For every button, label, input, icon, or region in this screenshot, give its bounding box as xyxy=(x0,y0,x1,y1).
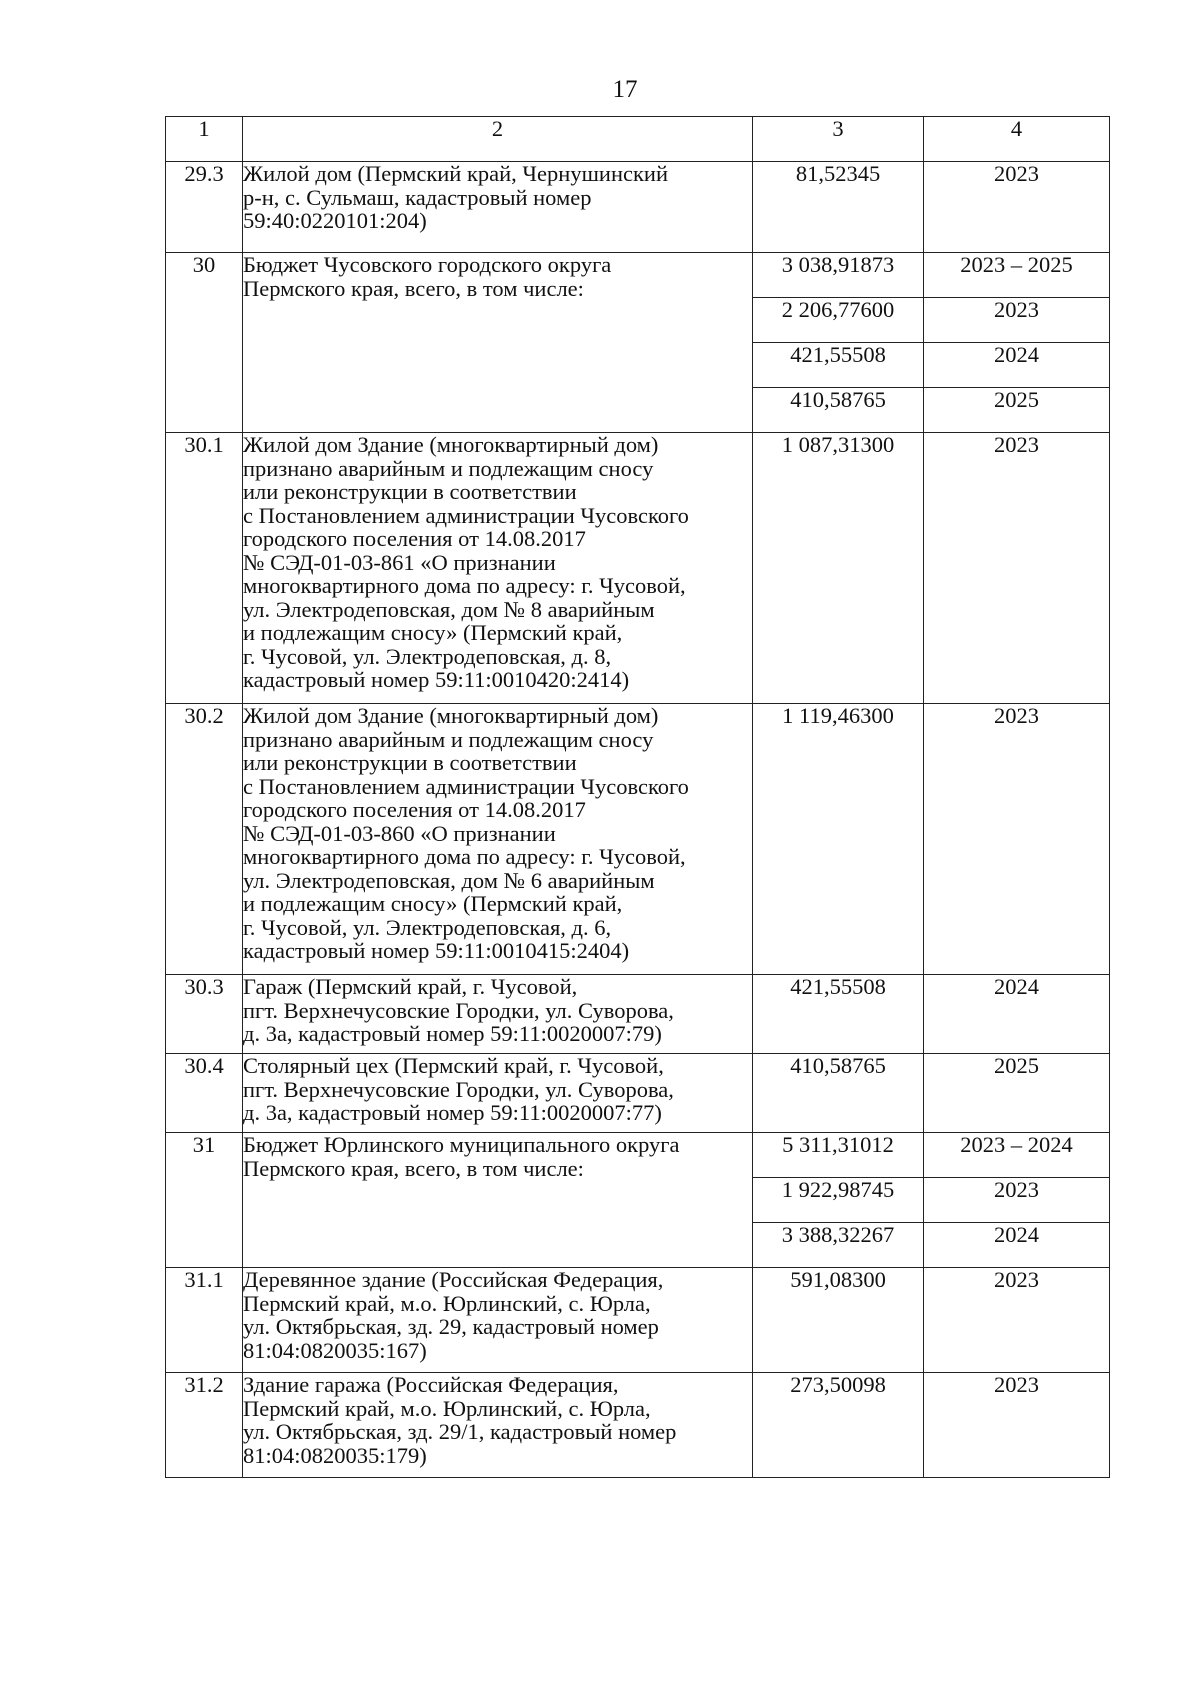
row-number: 30.4 xyxy=(166,1054,243,1133)
column-header: 1 xyxy=(166,117,243,162)
row-description xyxy=(243,162,753,253)
row-amount: 1 087,31300 xyxy=(753,433,924,704)
description-line: № СЭД-01-03-860 «О признании xyxy=(243,820,556,846)
row-number: 30.1 xyxy=(166,433,243,704)
row-description xyxy=(243,433,753,704)
description-line: городского поселения от 14.08.2017 xyxy=(243,797,586,822)
row-amount: 421,55508 xyxy=(753,343,924,388)
description-line: 81:04:0820035:179) xyxy=(243,1442,427,1468)
description-line: Пермского края, всего, в том числе: xyxy=(243,1155,584,1181)
row-amount: 1 922,98745 xyxy=(753,1178,924,1223)
description-line: Бюджет Юрлинского муниципального округа xyxy=(243,1132,680,1157)
row-year: 2023 xyxy=(924,162,1110,253)
description-line: с Постановлением администрации Чусовского xyxy=(243,773,689,799)
row-amount: 3 388,32267 xyxy=(753,1223,924,1268)
row-amount: 273,50098 xyxy=(753,1373,924,1478)
table-row xyxy=(166,162,1110,253)
table-row xyxy=(166,1268,1110,1373)
description-line: Гараж (Пермский край, г. Чусовой, xyxy=(243,974,578,999)
description-line: Жилой дом Здание (многоквартирный дом) xyxy=(243,432,659,457)
description-line: ул. Октябрьская, зд. 29/1, кадастровый номер xyxy=(243,1419,677,1444)
row-number: 30.2 xyxy=(166,704,243,975)
budget-table xyxy=(165,116,1110,1478)
description-line: Здание гаража (Российская Федерация, xyxy=(243,1372,619,1397)
row-year: 2023 xyxy=(924,704,1110,975)
row-year: 2023 – 2024 xyxy=(924,1133,1110,1178)
table-header-row xyxy=(166,117,1110,162)
row-year: 2023 xyxy=(924,298,1110,343)
row-description xyxy=(243,1373,753,1478)
description-line: признано аварийным и подлежащим сносу xyxy=(243,455,654,481)
description-line: 81:04:0820035:167) xyxy=(243,1337,427,1363)
table-row xyxy=(166,704,1110,975)
row-description xyxy=(243,1133,753,1268)
description-line: или реконструкции в соответствии xyxy=(243,750,577,775)
row-number: 31 xyxy=(166,1133,243,1268)
row-year: 2023 xyxy=(924,433,1110,704)
description-line: № СЭД-01-03-861 «О признании xyxy=(243,549,556,575)
description-line: Жилой дом Здание (многоквартирный дом) xyxy=(243,703,659,728)
row-amount: 3 038,91873 xyxy=(753,253,924,298)
description-line: Пермский край, м.о. Юрлинский, с. Юрла, xyxy=(243,1290,651,1316)
row-number: 31.1 xyxy=(166,1268,243,1373)
description-line: городского поселения от 14.08.2017 xyxy=(243,526,586,551)
row-amount: 81,52345 xyxy=(753,162,924,253)
column-header: 3 xyxy=(753,117,924,162)
description-line: кадастровый номер 59:11:0010420:2414) xyxy=(243,667,630,692)
description-line: Жилой дом (Пермский край, Чернушинский xyxy=(243,161,668,186)
row-description xyxy=(243,975,753,1054)
row-year: 2024 xyxy=(924,343,1110,388)
description-line: г. Чусовой, ул. Электродеповская, д. 8, xyxy=(243,643,612,669)
row-year: 2024 xyxy=(924,1223,1110,1268)
description-line: кадастровый номер 59:11:0010415:2404) xyxy=(243,938,630,963)
table-row xyxy=(166,433,1110,704)
row-year: 2024 xyxy=(924,975,1110,1054)
row-amount: 591,08300 xyxy=(753,1268,924,1373)
description-line: и подлежащим сносу» (Пермский край, xyxy=(243,620,623,645)
row-description xyxy=(243,1054,753,1133)
row-amount: 5 311,31012 xyxy=(753,1133,924,1178)
row-number: 30 xyxy=(166,253,243,433)
page-number: 17 xyxy=(612,76,638,103)
table-row xyxy=(166,1373,1110,1478)
row-amount: 421,55508 xyxy=(753,975,924,1054)
row-description xyxy=(243,253,753,433)
description-line: Деревянное здание (Российская Федерация, xyxy=(243,1267,664,1292)
description-line: и подлежащим сносу» (Пермский край, xyxy=(243,891,623,916)
description-line: 59:40:0220101:204) xyxy=(243,208,427,233)
description-line: или реконструкции в соответствии xyxy=(243,479,577,504)
row-number: 30.3 xyxy=(166,975,243,1054)
description-line: Пермского края, всего, в том числе: xyxy=(243,275,584,301)
description-line: д. 3а, кадастровый номер 59:11:0020007:77) xyxy=(243,1100,662,1125)
description-line: ул. Электродеповская, дом № 6 аварийным xyxy=(243,867,655,893)
row-number: 29.3 xyxy=(166,162,243,253)
table-row xyxy=(166,975,1110,1054)
description-line: многоквартирного дома по адресу: г. Чусовой, xyxy=(243,844,686,869)
row-amount: 2 206,77600 xyxy=(753,298,924,343)
description-line: ул. Октябрьская, зд. 29, кадастровый номер xyxy=(243,1314,659,1339)
description-line: пгт. Верхнечусовские Городки, ул. Суворова, xyxy=(243,1076,674,1102)
description-line: с Постановлением администрации Чусовского xyxy=(243,502,689,528)
description-line: многоквартирного дома по адресу: г. Чусовой, xyxy=(243,573,686,598)
row-year: 2023 xyxy=(924,1268,1110,1373)
description-line: Бюджет Чусовского городского округа xyxy=(243,252,612,277)
description-line: д. 3а, кадастровый номер 59:11:0020007:79) xyxy=(243,1021,662,1046)
row-number: 31.2 xyxy=(166,1373,243,1478)
description-line: г. Чусовой, ул. Электродеповская, д. 6, xyxy=(243,914,612,940)
description-line: Столярный цех (Пермский край, г. Чусовой, xyxy=(243,1053,664,1078)
row-amount: 410,58765 xyxy=(753,1054,924,1133)
row-year: 2023 xyxy=(924,1178,1110,1223)
row-year: 2025 xyxy=(924,388,1110,433)
description-line: пгт. Верхнечусовские Городки, ул. Суворова, xyxy=(243,997,674,1023)
column-header: 2 xyxy=(243,117,753,162)
description-line: Пермский край, м.о. Юрлинский, с. Юрла, xyxy=(243,1395,651,1421)
description-line: р-н, с. Сульмаш, кадастровый номер xyxy=(243,184,592,210)
row-year: 2023 – 2025 xyxy=(924,253,1110,298)
table-row xyxy=(166,1133,1110,1178)
table-row xyxy=(166,1054,1110,1133)
row-amount: 1 119,46300 xyxy=(753,704,924,975)
row-year: 2025 xyxy=(924,1054,1110,1133)
row-amount: 410,58765 xyxy=(753,388,924,433)
row-description xyxy=(243,704,753,975)
description-line: признано аварийным и подлежащим сносу xyxy=(243,726,654,752)
column-header: 4 xyxy=(924,117,1110,162)
description-line: ул. Электродеповская, дом № 8 аварийным xyxy=(243,596,655,622)
row-year: 2023 xyxy=(924,1373,1110,1478)
row-description xyxy=(243,1268,753,1373)
table-row xyxy=(166,253,1110,298)
